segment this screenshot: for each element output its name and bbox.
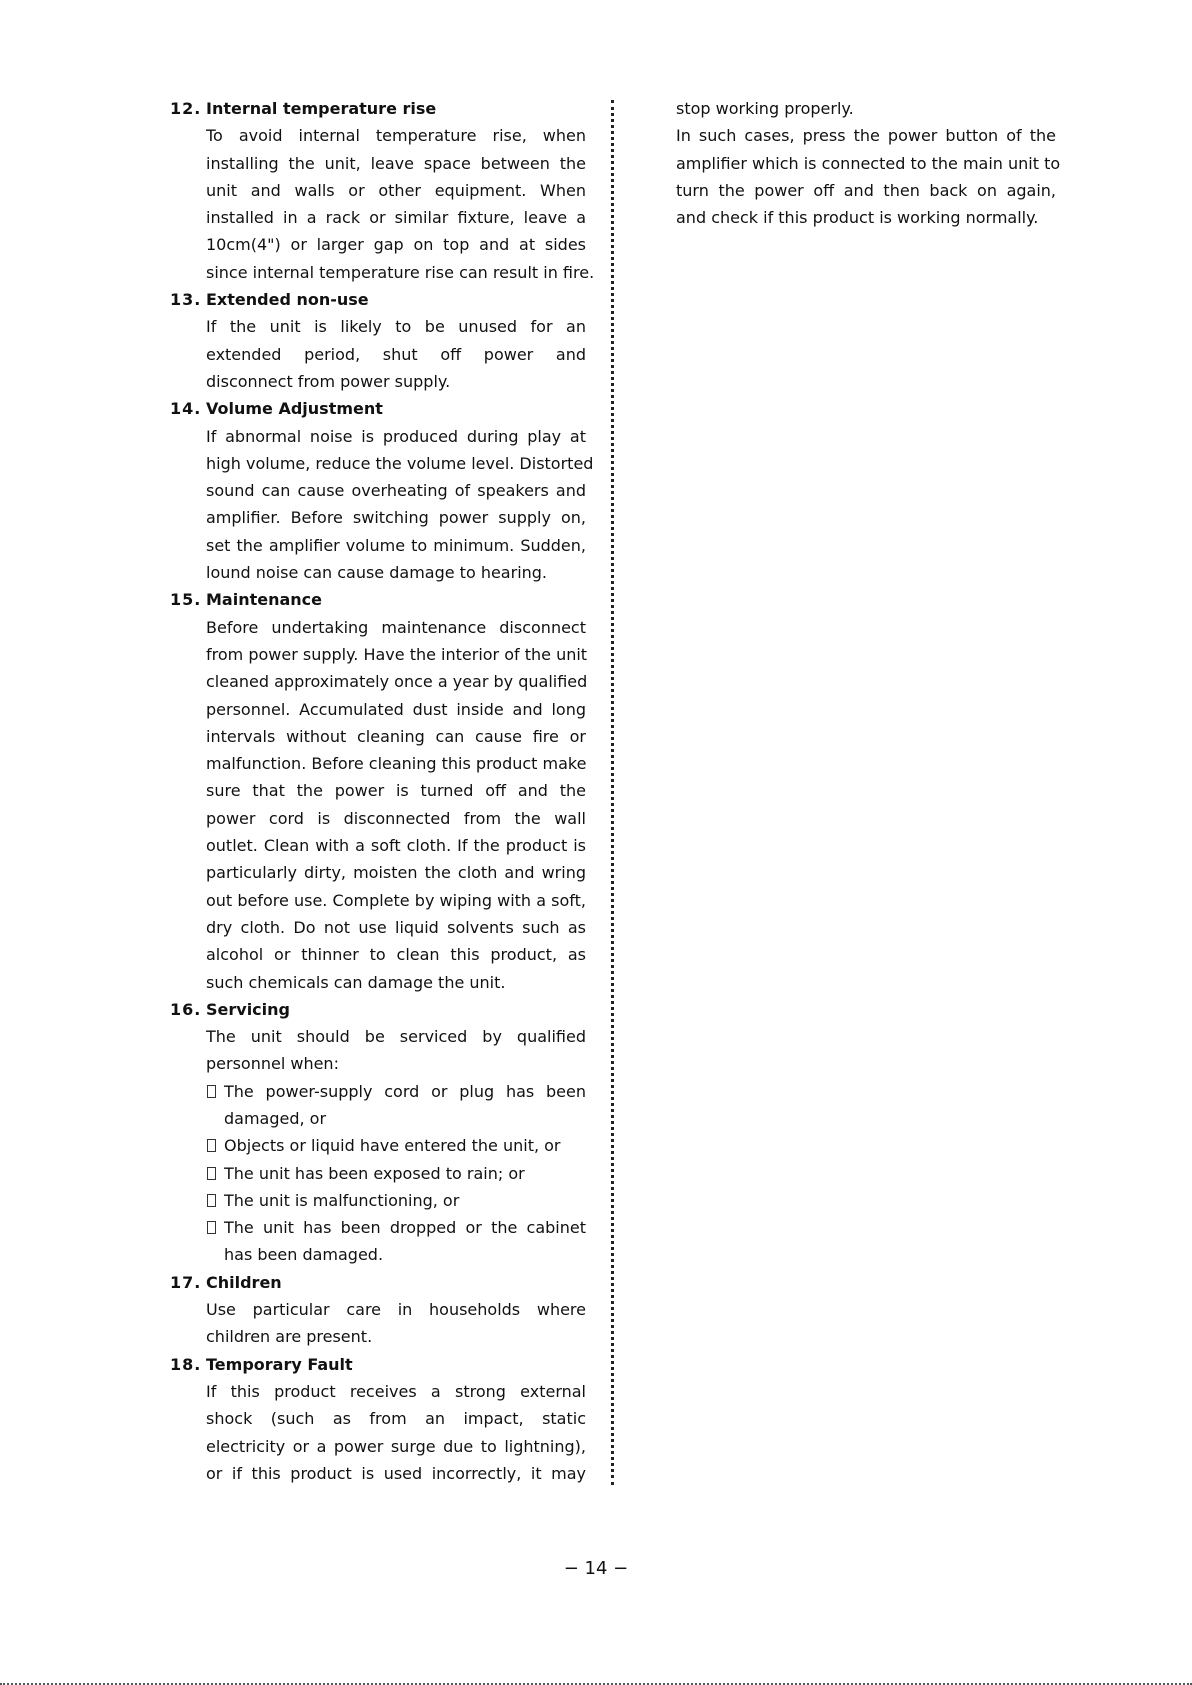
section-number: 12. [170,99,202,118]
text-line: cleaned approximately once a year by qualified [206,672,588,692]
section-heading [170,286,586,313]
section-number: 14. [170,399,202,419]
section-heading [170,95,586,122]
column-divider [611,100,614,1485]
section-13 [170,286,586,395]
bullet-text: The unit has been dropped or the cabinet [224,1218,586,1238]
bullet-text: damaged, or [224,1108,327,1128]
text-line: since internal temperature rise can result in fire. [206,262,595,282]
text-line: The unit should be serviced by qualified [206,1027,586,1047]
bullet-line [206,1132,586,1159]
section-16 [170,996,586,1269]
text-line: To avoid internal temperature rise, when [206,126,586,146]
section-15 [170,586,586,995]
text-line: Before undertaking maintenance disconnect [206,617,586,637]
section-heading [170,586,586,613]
text-line: If the unit is likely to be unused for an [206,317,586,337]
bullet-line [206,1105,586,1132]
text-line: malfunction. Before cleaning this product make [206,754,587,774]
text-line: from power supply. Have the interior of the unit [206,644,588,664]
right-column [676,95,1061,231]
text-line: personnel when: [206,1054,339,1074]
section-number: 15. [170,590,202,610]
section-number: 13. [170,290,202,310]
left-column [170,95,595,1487]
bullet-line [206,1214,586,1241]
text-line: particularly dirty, moisten the cloth and wring [206,863,586,883]
bullet-text: The unit has been exposed to rain; or [224,1163,525,1183]
section-heading [170,395,586,422]
text-line: shock (such as from an impact, static [206,1409,586,1429]
bullet-line [206,1241,586,1268]
text-line: unit and walls or other equipment. When [206,180,586,200]
bullet-box-icon [207,1167,216,1180]
text-line: outlet. Clean with a soft cloth. If the product is [206,836,586,856]
text-line: 10cm(4") or larger gap on top and at sides [206,235,586,255]
text-line: installing the unit, leave space between the [206,153,586,173]
text-line: amplifier which is connected to the main unit to [676,153,1061,173]
text-line: Use particular care in households where [206,1300,586,1320]
bullet-box-icon [207,1085,216,1098]
section-number: 17. [170,1272,202,1292]
bullet-text: The power-supply cord or plug has been [224,1081,586,1101]
text-line: such chemicals can damage the unit. [206,972,506,992]
section-number: 18. [170,1354,202,1374]
text-line: alcohol or thinner to clean this product, as [206,945,586,965]
text-line: and check if this product is working normally. [676,208,1039,228]
text-line: amplifier. Before switching power supply on, [206,508,586,528]
bullet-box-icon [207,1221,216,1234]
text-line: In such cases, press the power button of the [676,126,1056,146]
text-line: turn the power off and then back on again, [676,180,1056,200]
text-line: electricity or a power surge due to lightning), [206,1436,586,1456]
text-line: personnel. Accumulated dust inside and long [206,699,586,719]
text-line: lound noise can cause damage to hearing. [206,563,548,583]
section-heading [170,996,586,1023]
section-title: Internal temperature rise [206,99,437,118]
section-heading [170,1269,586,1296]
bullet-text: Objects or liquid have entered the unit, or [224,1136,561,1156]
text-line: children are present. [206,1327,373,1347]
section-title: Maintenance [206,590,323,610]
bullet-text: has been damaged. [224,1245,384,1265]
text-line: sound can cause overheating of speakers and [206,481,586,501]
text-line: or if this product is used incorrectly, it may [206,1463,586,1483]
page-number: − 14 − [563,1558,629,1579]
section-14 [170,395,594,586]
text-line: power cord is disconnected from the wall [206,808,586,828]
text-line: extended period, shut off power and [206,344,586,364]
text-line: intervals without cleaning can cause fire or [206,726,586,746]
text-line: stop working properly. [676,99,854,118]
bullet-line [206,1078,586,1105]
text-line: dry cloth. Do not use liquid solvents such as [206,917,586,937]
section-title: Volume Adjustment [206,399,383,419]
text-line: disconnect from power supply. [206,371,451,391]
bullet-line [206,1160,586,1187]
bullet-text: The unit is malfunctioning, or [224,1190,460,1210]
text-line: If this product receives a strong external [206,1381,586,1401]
section-title: Servicing [206,999,290,1019]
text-line: high volume, reduce the volume level. Distorted [206,453,594,473]
text-line: installed in a rack or similar fixture, leave a [206,208,586,228]
text-line: If abnormal noise is produced during play at [206,426,586,446]
text-line: set the amplifier volume to minimum. Sudden, [206,535,586,555]
section-title: Children [206,1272,282,1292]
section-heading [170,1351,586,1378]
section-number: 16. [170,999,202,1019]
section-17 [170,1269,586,1351]
bullet-box-icon [207,1139,216,1152]
bullet-box-icon [207,1194,216,1207]
text-line: sure that the power is turned off and the [206,781,586,801]
section-18 [170,1351,586,1487]
section-title: Temporary Fault [206,1354,353,1374]
text-line: out before use. Complete by wiping with a soft, [206,890,586,910]
bullet-line [206,1187,586,1214]
section-title: Extended non-use [206,290,369,310]
section-12 [170,95,595,286]
